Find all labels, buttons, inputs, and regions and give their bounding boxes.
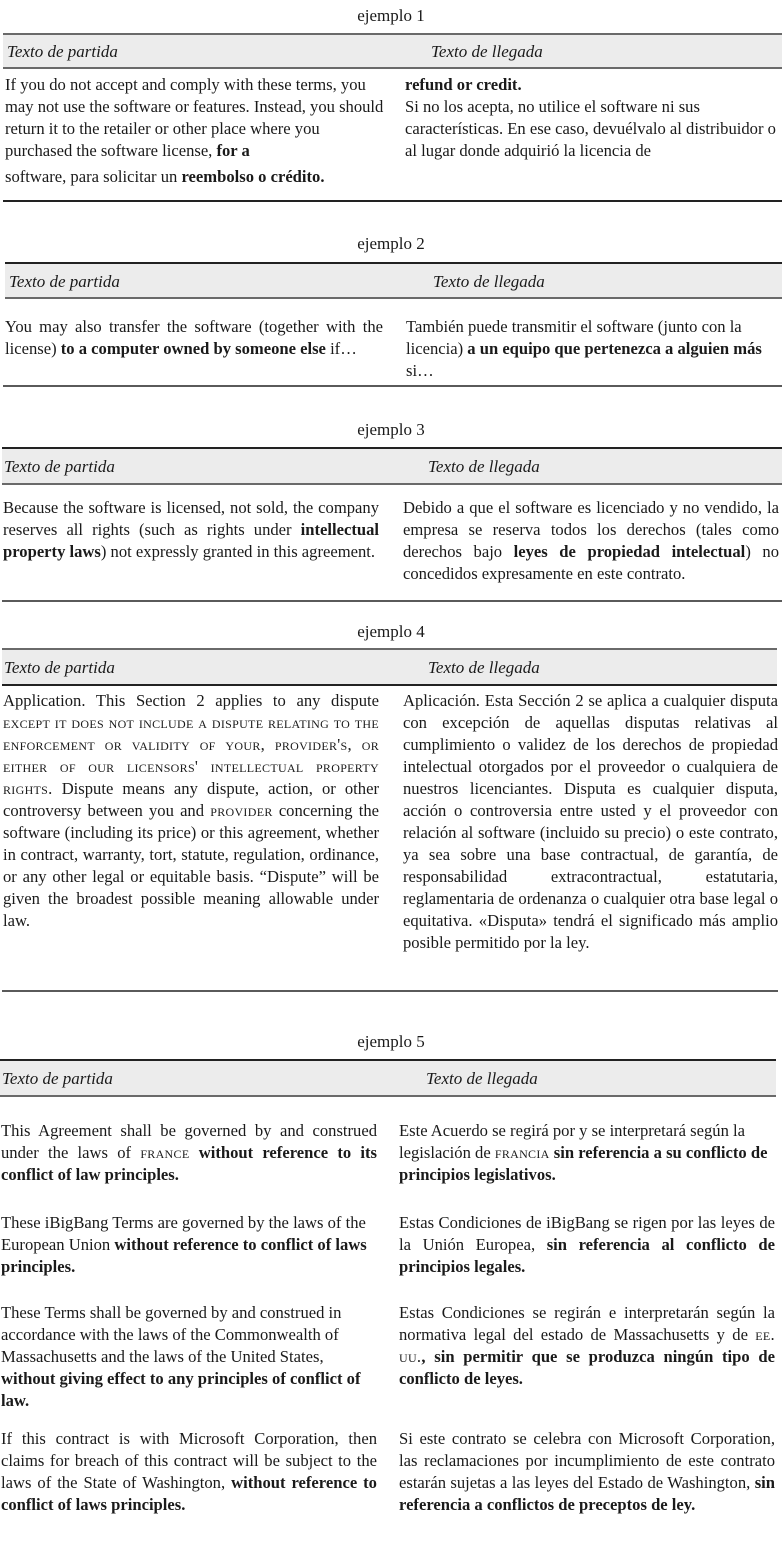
example-5-row-4-target: Si este contrato se celebra con Microsoft Corporation, las reclamaciones por incumplimiento de este contrato estarán sujetas a las leyes del Estado de Washington, sin referencia a conflictos de preceptos de ley. — [399, 1429, 775, 1514]
example-4-header — [2, 648, 777, 686]
example-1-source: If you do not accept and comply with these terms, you may not use the software or features. Instead, you should return it to the retailer or other place where you purchased the software license, for a software, para solicitar un reembolso o crédito. — [5, 75, 384, 186]
example-4-title: ejemplo 4 — [357, 622, 425, 641]
header-source: Texto de partida — [4, 457, 115, 476]
header-target: Texto de llegada — [428, 658, 540, 677]
example-2-bottom-rule — [3, 385, 782, 387]
header-source: Texto de partida — [4, 658, 115, 677]
header-source: Texto de partida — [9, 272, 120, 291]
example-5-row-3-target: Estas Condiciones se regirán e interpretarán según la normativa legal del estado de Massachusetts y de ee. uu., sin permitir que se produzca ningún tipo de conflicto de leyes. — [399, 1303, 775, 1388]
example-4-source: Application. This Section 2 applies to any dispute except it does not include a dispute relating to the enforcement or validity of your, provider's, or either of our licensors' intellectual property rights. Dispute means any dispute, action, or other controversy between you and provider concerning the software (including its price) or this agreement, whether in contract, warranty, tort, statute, regulation, ordinance, or any other legal or equitable basis. “Dispute” will be given the broadest possible meaning allowable under law. — [3, 691, 379, 930]
example-2-title: ejemplo 2 — [357, 234, 425, 253]
example-1-target: refund or credit. Si no los acepta, no utilice el software ni sus características. En ese caso, devuélvalo al distribuidor o al lugar donde adquirió la licencia de — [405, 75, 776, 160]
example-5-row-3-source: These Terms shall be governed by and construed in accordance with the laws of the Commonwealth of Massachusetts and the laws of the United States, without giving effect to any principles of conflict of law. — [1, 1303, 361, 1410]
example-5-row-1-source: This Agreement shall be governed by and construed under the laws of france without reference to its conflict of law principles. — [1, 1121, 378, 1184]
example-1-bottom-rule — [3, 200, 782, 202]
header-source: Texto de partida — [2, 1069, 113, 1088]
example-4-bottom-rule — [2, 990, 778, 992]
example-3-header — [2, 447, 782, 485]
header-target: Texto de llegada — [428, 457, 540, 476]
example-1-header — [3, 33, 782, 69]
example-4-target: Aplicación. Esta Sección 2 se aplica a cualquier disputa con excepción de aquellas disputas relativas al cumplimiento o validez de los derechos de propiedad intelectual otorgados por el proveedor o cualquiera de nuestros licenciantes. Disputa es cualquier disputa, acción o controversia entre usted y el proveedor con relación al software (incluido su precio) o este contrato, ya sea sobre una base contractual, de garantía, de responsabilidad extracontractual, estatutaria, reglamentaria de ordenanza o cualquier otra base legal o equitativa. «Disputa» tendrá el significado más amplio posible permitido por la ley. — [403, 691, 778, 952]
example-2-header — [5, 262, 782, 299]
example-5-row-2-target: Estas Condiciones de iBigBang se rigen por las leyes de la Unión Europea, sin referencia al conflicto de principios legales. — [399, 1213, 775, 1276]
example-2-source: You may also transfer the software (together with the license) to a computer owned by someone else if… — [5, 317, 383, 358]
example-3-target: Debido a que el software es licenciado y no vendido, la empresa se reserva todos los derechos (tales como derechos bajo leyes de propiedad intelectual) no concedidos expresamente en este contrato. — [403, 498, 779, 583]
example-5-row-2-source: These iBigBang Terms are governed by the laws of the European Union without reference to conflict of laws principles. — [1, 1213, 367, 1276]
example-5-title: ejemplo 5 — [357, 1032, 425, 1051]
header-target: Texto de llegada — [433, 272, 545, 291]
header-target: Texto de llegada — [426, 1069, 538, 1088]
header-target: Texto de llegada — [431, 42, 543, 61]
example-3-bottom-rule — [2, 600, 782, 602]
example-2-target: También puede transmitir el software (junto con la licencia) a un equipo que pertenezca a alguien más si… — [406, 317, 762, 380]
example-1-title: ejemplo 1 — [357, 6, 425, 25]
example-5-row-4-source: If this contract is with Microsoft Corporation, then claims for breach of this contract will be subject to the laws of the State of Washington, without reference to conflict of laws principles. — [1, 1429, 377, 1514]
example-3-source: Because the software is licensed, not sold, the company reserves all rights (such as rights under intellectual property laws) not expressly granted in this agreement. — [3, 498, 379, 561]
example-3-title: ejemplo 3 — [357, 420, 425, 439]
example-5-row-1-target: Este Acuerdo se regirá por y se interpretará según la legislación de francia sin referencia a su conflicto de principios legislativos. — [399, 1121, 768, 1184]
header-source: Texto de partida — [7, 42, 118, 61]
example-5-header — [0, 1059, 776, 1097]
